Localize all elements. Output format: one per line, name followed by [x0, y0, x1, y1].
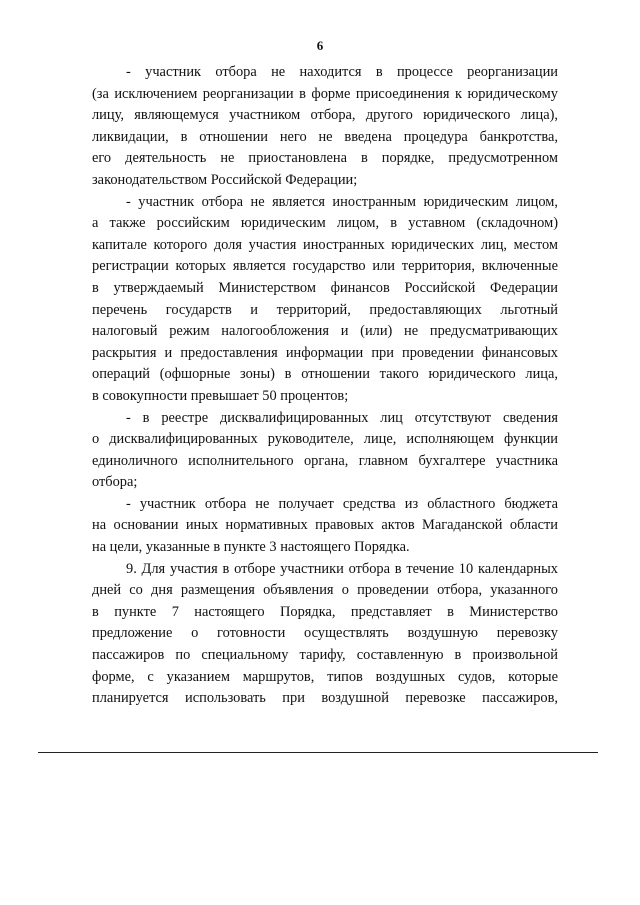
text-line: о дисквалифицированных руководителе, лице, исполняющем функции — [92, 431, 558, 448]
text-line: отбора; — [92, 474, 138, 491]
text-line: (за исключением реорганизации в форме присоединения к юридическому — [92, 85, 558, 102]
text-line: его деятельность не приостановлена в порядке, предусмотренном — [92, 150, 558, 167]
text-line: - участник отбора не получает средства из областного бюджета — [126, 495, 558, 512]
text-line: единоличного исполнительного органа, главном бухгалтере участника — [92, 452, 558, 469]
paragraph — [92, 192, 558, 408]
text-line: - в реестре дисквалифицированных лиц отсутствуют сведения — [126, 409, 558, 426]
page-number: 6 — [316, 38, 324, 53]
text-line: капитале которого доля участия иностранных юридических лиц, местом — [92, 236, 558, 253]
text-line: на цели, указанные в пункте 3 настоящего Порядка. — [92, 539, 410, 556]
text-line: операций (офшорные зоны) в отношении такого юридического лица, — [92, 366, 558, 383]
text-line: предложение о готовности осуществлять воздушную перевозку — [92, 625, 558, 642]
text-line: законодательством Российской Федерации; — [92, 171, 358, 188]
paragraph — [92, 408, 558, 494]
text-line: пассажиров по специальному тарифу, составленную в произвольной — [92, 647, 558, 664]
text-line: регистрации которых является государство или территория, включенные — [92, 258, 558, 275]
text-line: лицу, являющемуся участником отбора, другого юридического лица), — [92, 107, 558, 124]
text-line: ликвидации, в отношении него не введена процедура банкротства, — [92, 128, 558, 145]
text-line: перечень государств и территорий, предоставляющих льготный — [92, 301, 558, 318]
text-line: на основании иных нормативных правовых актов Магаданской области — [92, 517, 558, 534]
text-line: раскрытия и предоставления информации при проведении финансовых — [92, 344, 558, 361]
text-line: - участник отбора не является иностранным юридическим лицом, — [126, 193, 558, 210]
text-line: в утверждаемый Министерством финансов Российской Федерации — [92, 279, 558, 296]
text-line: форме, с указанием маршрутов, типов воздушных судов, которые — [92, 668, 558, 685]
footer-separator-line — [38, 752, 598, 753]
text-line: налоговый режим налогообложения и (или) не предусматривающих — [92, 323, 558, 340]
text-line: 9. Для участия в отборе участники отбора в течение 10 календарных — [126, 560, 558, 577]
text-line: планируется использовать при воздушной перевозке пассажиров, — [92, 690, 558, 707]
text-line: в совокупности превышает 50 процентов; — [92, 387, 349, 404]
paragraph — [92, 494, 558, 559]
text-line: дней со дня размещения объявления о проведении отбора, указанного — [92, 582, 558, 599]
paragraph — [92, 559, 558, 710]
document-body — [92, 62, 558, 710]
text-line: - участник отбора не находится в процессе реорганизации — [126, 64, 558, 80]
text-line: в пункте 7 настоящего Порядка, представляет в Министерство — [92, 603, 558, 620]
text-line: а также российским юридическим лицом, в уставном (складочном) — [92, 215, 558, 232]
paragraph — [92, 62, 558, 192]
